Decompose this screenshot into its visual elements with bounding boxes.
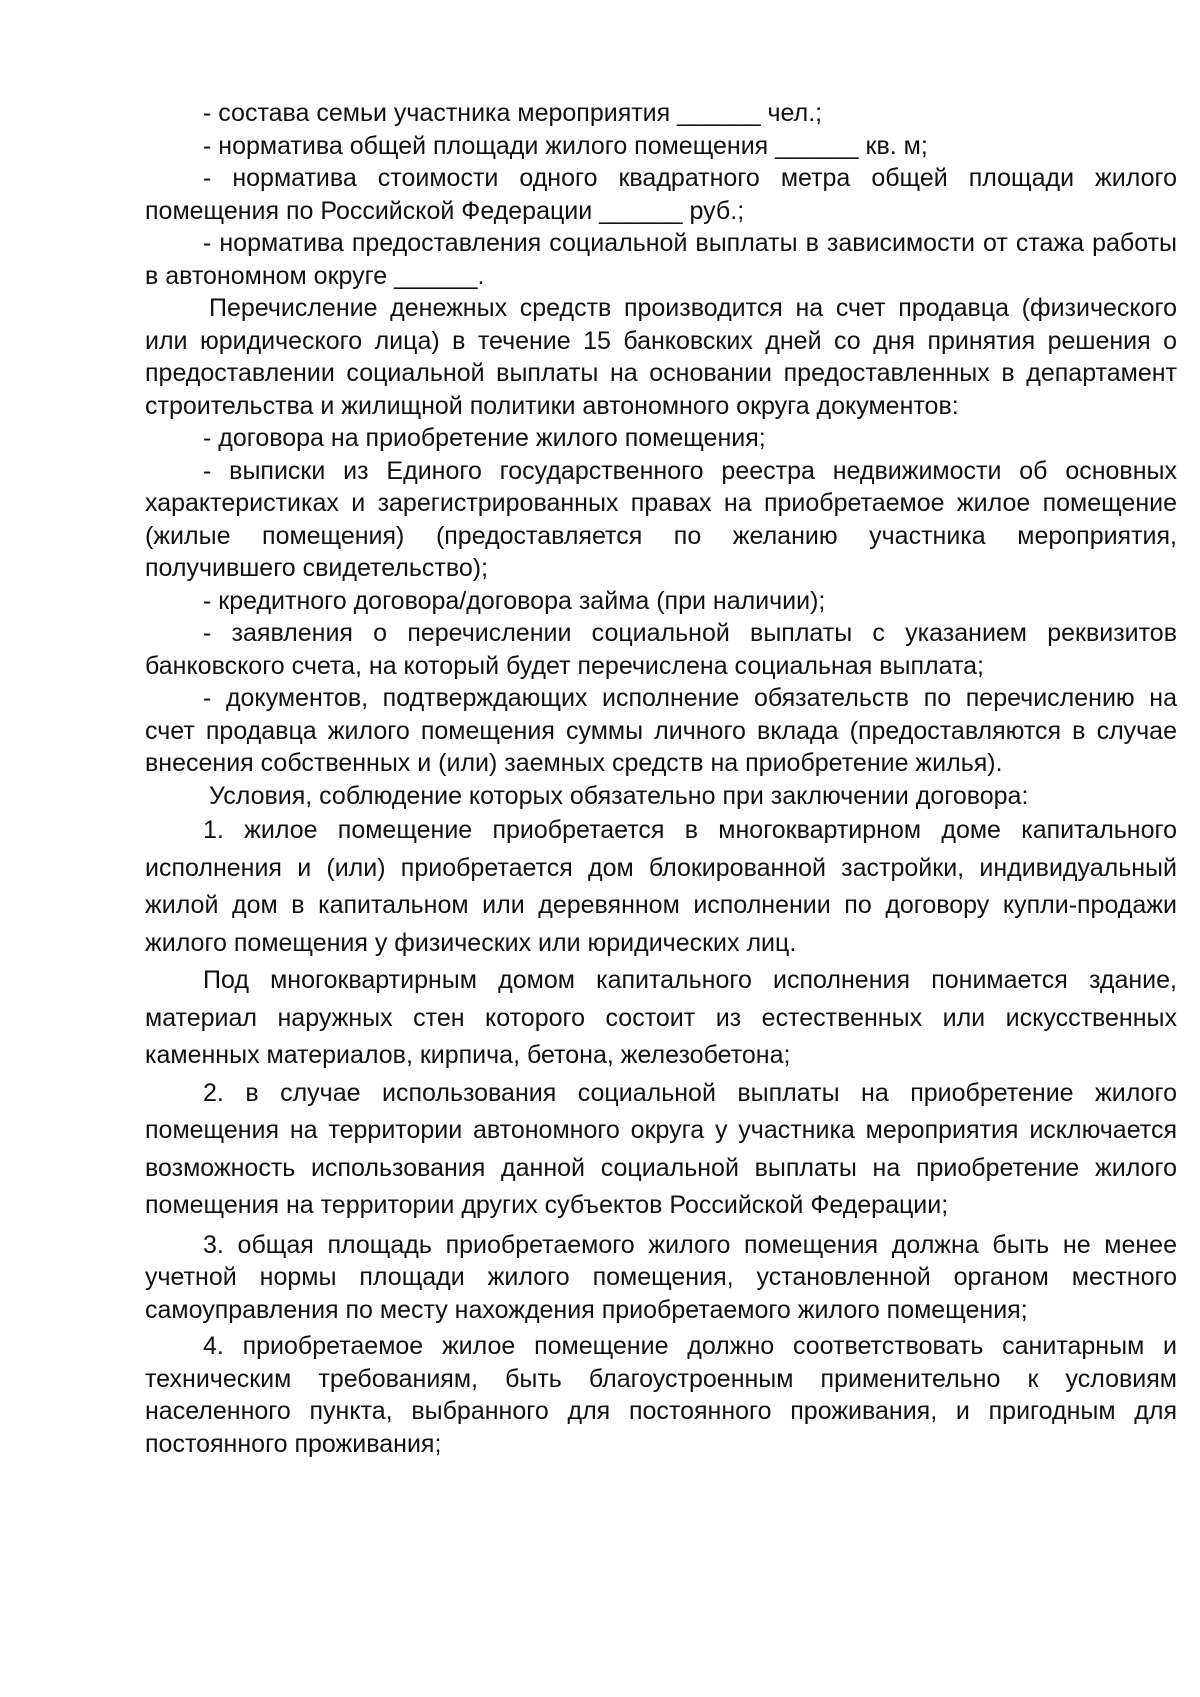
paragraph-obligation-documents: - документов, подтверждающих исполнение обязательств по перечислению на счет продавца жилого помещения суммы личного вклада (предоставляются в случае внесения собственных и (или) заемных средств на приобретение жилья). (145, 684, 1177, 777)
paragraph-transfer-application: - заявления о перечислении социальной выплаты с указанием реквизитов банковского счета, на который будет перечислена социальная выплата; (145, 619, 1177, 680)
paragraph-registry-extract: - выписки из Единого государственного реестра недвижимости об основных характеристиках и зарегистрированных правах на приобретаемое жилое помещение (жилые помещения) (предоставляется по желанию участника мероприятия, получившего свидетельство); (145, 456, 1177, 582)
paragraph-payment-norm: - норматива предоставления социальной выплаты в зависимости от стажа работы в автономном округе ______. (145, 229, 1177, 290)
paragraph-contract-conditions: Условия, соблюдение которых обязательно при заключении договора: (209, 781, 1029, 810)
paragraph-condition-1: 1. жилое помещение приобретается в многоквартирном доме капитального исполнения и (или) приобретается дом блокированной застройки, индивидуальный жилой дом в капитальном или деревянном исполнении по договору купли-продажи жилого помещения у физических или юридических лиц. (145, 816, 1177, 957)
paragraph-family-composition: - состава семьи участника мероприятия ______ чел.; (203, 99, 823, 127)
paragraph-area-norm: - норматива общей площади жилого помещения ______ кв. м; (203, 131, 928, 160)
paragraph-loan-agreement: - кредитного договора/договора займа (при наличии); (203, 586, 826, 615)
paragraph-funds-transfer: Перечисление денежных средств производится на счет продавца (физического или юридического лица) в течение 15 банковских дней со дня принятия решения о предоставлении социальной выплаты на основании предоставленных в департамент строительства и жилищной политики автономного округа документов: (145, 294, 1177, 420)
paragraph-condition-3: 3. общая площадь приобретаемого жилого помещения должна быть не менее учетной нормы площади жилого помещения, установленной органом местного самоуправления по месту нахождения приобретаемого жилого помещения; (145, 1230, 1177, 1324)
paragraph-purchase-contract: - договора на приобретение жилого помещения; (203, 424, 766, 452)
paragraph-cost-norm: - норматива стоимости одного квадратного метра общей площади жилого помещения по Российской Федерации ______ руб.; (145, 164, 1177, 225)
paragraph-condition-4: 4. приобретаемое жилое помещение должно соответствовать санитарным и техническим требованиям, быть благоустроенным применительно к условиям населенного пункта, выбранного для постоянного проживания, и пригодным для постоянного проживания; (145, 1332, 1177, 1458)
document-body (145, 97, 1177, 1460)
paragraph-capital-building-definition: Под многоквартирным домом капитального исполнения понимается здание, материал наружных стен которого состоит из естественных или искусственных каменных материалов, кирпича, бетона, железобетона; (145, 966, 1177, 1069)
paragraph-condition-2: 2. в случае использования социальной выплаты на приобретение жилого помещения на территории автономного округа у участника мероприятия исключается возможность использования данной социальной выплаты на приобретение жилого помещения на территории других субъектов Российской Федерации; (145, 1078, 1177, 1219)
